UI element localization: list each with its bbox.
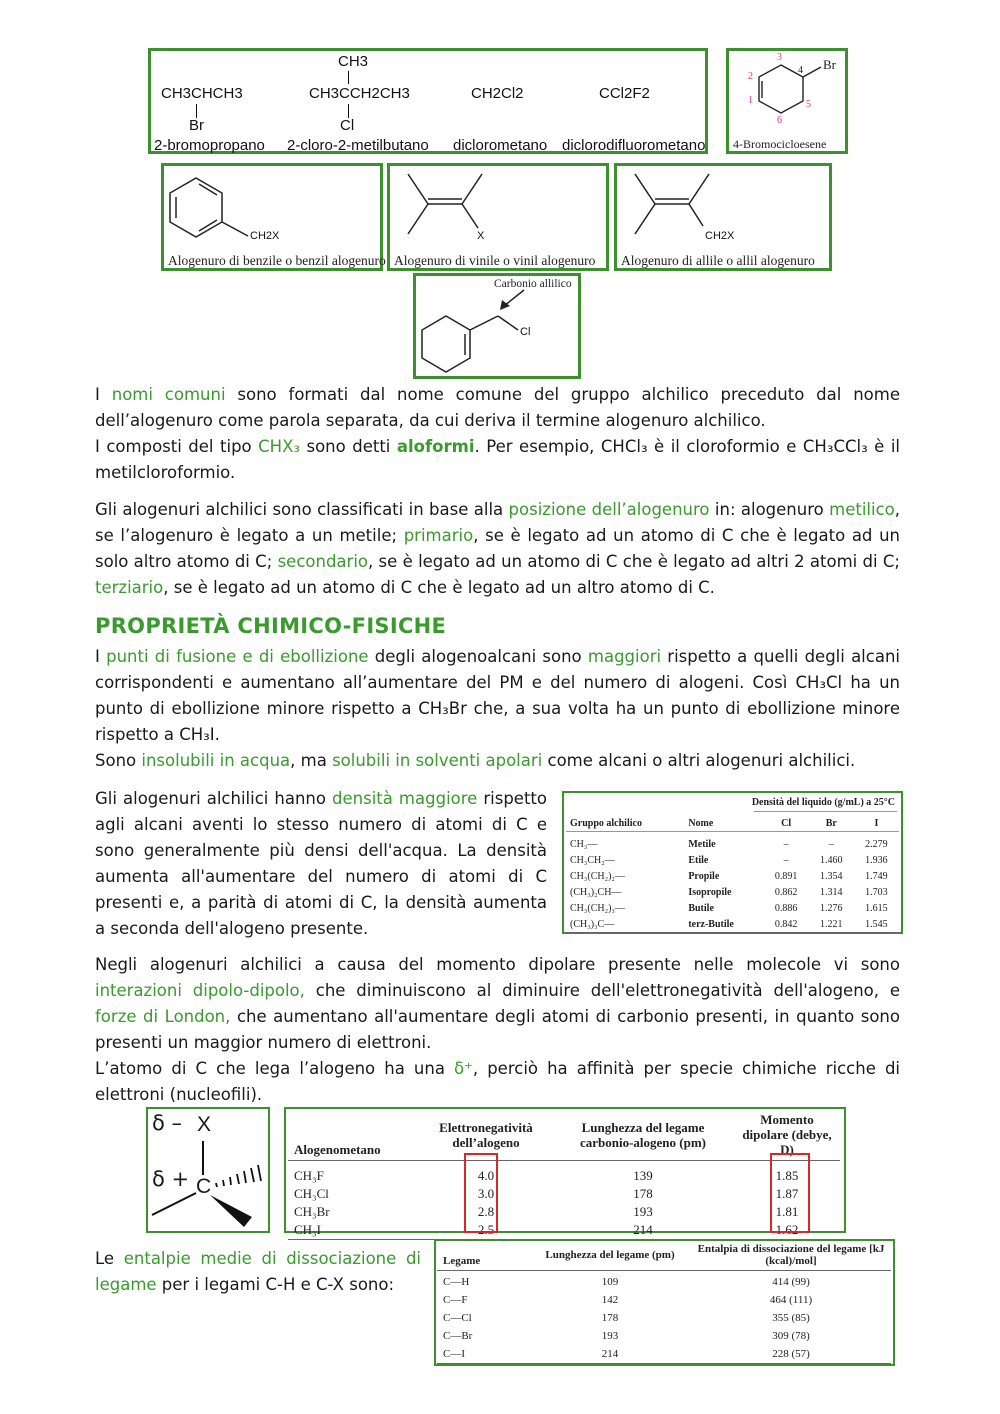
highlight-term: δ⁺ bbox=[454, 1059, 473, 1078]
table-cell: 1.314 bbox=[820, 886, 843, 898]
col-entalpia: Entalpia di dissociazione del legame [kJ (kcal)/mol] bbox=[697, 1243, 885, 1267]
table-cell: 3.0 bbox=[477, 1186, 495, 1201]
substituent-cl: Cl bbox=[340, 117, 355, 134]
vinyl-diagram bbox=[390, 166, 606, 246]
text-segment: che diminuiscono al diminuire dell'elettronegatività dell'alogeno, e bbox=[304, 981, 900, 1000]
col-legame: Legame bbox=[443, 1255, 481, 1267]
label-delta-minus: δ – bbox=[152, 1111, 183, 1135]
table-row bbox=[566, 852, 899, 868]
highlight-term: punti di fusione e di ebollizione bbox=[106, 647, 369, 666]
density-group-header: Densità del liquido (g/mL) a 25°C bbox=[751, 797, 895, 808]
label-c: C bbox=[196, 1175, 212, 1198]
structures-box-top bbox=[148, 48, 708, 154]
table-cell: Propile bbox=[688, 870, 720, 882]
col-momento: Momento dipolare (debye, D) bbox=[742, 1112, 832, 1157]
name-diclorodifluorometano: diclorodifluorometano bbox=[562, 137, 706, 154]
col-lunghezza-legame: Lunghezza del legame (pm) bbox=[545, 1249, 675, 1261]
atom-number-3: 3 bbox=[777, 52, 782, 63]
col-alogenometano: Alogenometano bbox=[294, 1142, 381, 1157]
table-cell: CH₃(CH₂)₃— bbox=[570, 902, 625, 914]
table-cell: CH₃CH₂— bbox=[570, 854, 615, 866]
text-segment: , se è legato ad un atomo di C che è legato ad un altro atomo di C. bbox=[163, 578, 715, 597]
highlight-term: solubili in solventi apolari bbox=[332, 751, 543, 770]
table-cell: 214 bbox=[601, 1348, 619, 1360]
table-cell: 0.886 bbox=[774, 902, 798, 914]
atom-number-2: 2 bbox=[748, 71, 753, 82]
enthalpy-table bbox=[437, 1243, 891, 1364]
text-segment: I bbox=[95, 385, 112, 404]
highlight-term: secondario bbox=[277, 552, 368, 571]
table-cell: CH₃(CH₂)₂— bbox=[570, 870, 625, 882]
table-row bbox=[288, 1185, 840, 1203]
text-segment: rispetto agli alcani aventi lo stesso numero di atomi di C e sono generalmente più densi dell'acqua. La densità aumenta all'aumentare del numero di atomi di C presenti e, a parità di atomi di C, la densità aumenta a seconda dell'alogeno presente. bbox=[95, 789, 547, 938]
table-cell: 309 (78) bbox=[772, 1330, 810, 1342]
text-segment: , se è legato ad un atomo di C che è legato ad altri 2 atomi di C; bbox=[368, 552, 900, 571]
table-cell: 2.5 bbox=[477, 1222, 495, 1237]
text-segment: Sono bbox=[95, 751, 142, 770]
name-4-bromocicloesene: 4-Bromocicloesene bbox=[733, 137, 827, 151]
col-cl: Cl bbox=[781, 817, 792, 829]
highlight-term: maggiori bbox=[587, 647, 662, 666]
bond-line bbox=[196, 104, 197, 118]
table-cell: 1.354 bbox=[820, 870, 843, 882]
caption-allyl: Alogenuro di allile o allil alogenuro bbox=[621, 253, 815, 268]
col-i: I bbox=[874, 817, 879, 829]
structure-box-vinyl bbox=[387, 163, 609, 271]
highlight-term: entalpie medie di dissociazione di legame bbox=[95, 1249, 421, 1294]
formula-diclorodifluorometano: CCl2F2 bbox=[599, 85, 650, 102]
table-cell: 228 (57) bbox=[772, 1348, 810, 1360]
table-row bbox=[437, 1309, 891, 1327]
table-cell: CH₃Br bbox=[294, 1204, 330, 1219]
table-cell: (CH₃)₂CH— bbox=[570, 886, 622, 898]
table-cell: CH₃F bbox=[294, 1168, 324, 1183]
table-cell: C—H bbox=[443, 1276, 470, 1288]
highlight-term: densità maggiore bbox=[332, 789, 478, 808]
table-row bbox=[437, 1273, 891, 1291]
table-cell: Isopropile bbox=[688, 886, 732, 898]
structure-box-bromocicloesene bbox=[726, 48, 848, 154]
table-cell: (CH₃)₃C— bbox=[570, 918, 615, 930]
group-ch2x: CH2X bbox=[250, 230, 280, 242]
formula-diclorometano: CH2Cl2 bbox=[471, 85, 524, 102]
dipole-figure bbox=[146, 1107, 270, 1233]
table-cell: 1.936 bbox=[865, 854, 888, 866]
table-cell: 1.749 bbox=[865, 870, 888, 882]
enthalpy-table-frame bbox=[434, 1239, 895, 1366]
text-segment: , se l’alogenuro è legato a un metile; bbox=[95, 500, 900, 545]
table-row bbox=[566, 868, 899, 884]
atom-number-6: 6 bbox=[777, 115, 782, 126]
table-cell: 2.279 bbox=[865, 838, 888, 850]
table-cell: CH₃I bbox=[294, 1222, 321, 1237]
caption-vinyl: Alogenuro di vinile o vinil alogenuro bbox=[394, 253, 596, 268]
structure-box-benzyl bbox=[161, 163, 386, 271]
col-gruppo: Gruppo alchilico bbox=[570, 817, 642, 829]
table-cell: 1.703 bbox=[865, 886, 888, 898]
name-diclorometano: diclorometano bbox=[453, 137, 548, 154]
highlight-term: terziario bbox=[95, 578, 164, 597]
text-segment: degli alogenoalcani sono bbox=[368, 647, 588, 666]
allylic-carbon-diagram bbox=[416, 276, 578, 376]
text-segment: , se è legato ad un atomo di C che è legato ad un solo altro atomo di C; bbox=[95, 526, 900, 571]
group-cl: Cl bbox=[520, 326, 531, 338]
highlight-term: primario bbox=[403, 526, 474, 545]
formula-2-bromopropano: CH3CHCH3 bbox=[161, 85, 243, 102]
table-cell: 178 bbox=[633, 1186, 653, 1201]
table-cell: 109 bbox=[601, 1276, 619, 1288]
table-cell: 414 (99) bbox=[772, 1276, 810, 1288]
paragraph-nomi-comuni bbox=[95, 382, 900, 434]
highlight-term: insolubili in acqua bbox=[141, 751, 291, 770]
table-cell: – bbox=[783, 854, 789, 866]
table-cell: 0.862 bbox=[774, 886, 798, 898]
formula-2-cloro-2-metilbutano: CH3CCH2CH3 bbox=[309, 85, 410, 102]
paragraph-interazioni bbox=[95, 952, 900, 1056]
table-row bbox=[566, 884, 899, 900]
highlight-dipole-moment bbox=[770, 1153, 810, 1233]
substituent-br: Br bbox=[189, 117, 204, 134]
density-table-body bbox=[566, 836, 899, 933]
table-cell: Butile bbox=[688, 902, 714, 914]
table-cell: 193 bbox=[601, 1330, 619, 1342]
substituent-br: Br bbox=[823, 57, 836, 72]
text-segment: in: alogenuro bbox=[709, 500, 830, 519]
text-segment: rispetto a quelli degli alcani corrispondenti e aumentano all’aumentare del PM e del numero di alogeni. Così CH₃Cl ha un punto di ebollizione minore rispetto a CH₃Br che, a sua volta ha un punto di ebollizione minore rispetto a CH₃I. bbox=[95, 647, 900, 744]
text-segment: Gli alogenuri alchilici hanno bbox=[95, 789, 333, 808]
text-segment: I composti del tipo bbox=[95, 437, 259, 456]
table-cell: 139 bbox=[633, 1168, 653, 1183]
structure-box-allyl bbox=[614, 163, 832, 271]
atom-number-4: 4 bbox=[798, 65, 803, 76]
atom-number-1: 1 bbox=[748, 95, 753, 106]
bond-line bbox=[348, 71, 349, 84]
table-cell: 1.545 bbox=[865, 918, 888, 930]
highlight-term: CHX₃ bbox=[258, 437, 300, 456]
highlight-term: interazioni dipolo-dipolo, bbox=[95, 981, 305, 1000]
table-cell: 178 bbox=[601, 1312, 619, 1324]
name-2-cloro-2-metilbutano: 2-cloro-2-metilbutano bbox=[287, 137, 429, 154]
highlight-term: forze di London, bbox=[95, 1007, 231, 1026]
table-cell: 193 bbox=[633, 1204, 653, 1219]
text-segment: che aumentano all'aumentare degli atomi di carbonio presenti, in quanto sono presenti un maggior numero di elettroni. bbox=[95, 1007, 900, 1052]
enthalpy-table-body bbox=[437, 1273, 891, 1364]
structure-box-allylic-carbon bbox=[413, 273, 581, 379]
halomethane-table-body bbox=[288, 1167, 840, 1240]
text-segment: per i legami C-H e C-X sono: bbox=[156, 1275, 395, 1294]
col-elettronegativita: Elettronegatività dell’alogeno bbox=[439, 1119, 533, 1150]
text-segment: L’atomo di C che lega l’alogeno ha una bbox=[95, 1059, 455, 1078]
table-cell: 1.615 bbox=[865, 902, 888, 914]
table-cell: 1.221 bbox=[820, 918, 843, 930]
table-row bbox=[566, 836, 899, 852]
substituent-ch3-top: CH3 bbox=[338, 53, 369, 70]
table-cell: Metile bbox=[688, 838, 716, 850]
label-delta-plus: δ + bbox=[152, 1167, 190, 1191]
highlight-term: metilico bbox=[829, 500, 895, 519]
halomethane-table-frame bbox=[284, 1107, 846, 1237]
label-carbonio-allilico: Carbonio allilico bbox=[494, 278, 572, 290]
label-x: X bbox=[197, 1113, 212, 1136]
col-lunghezza: Lunghezza del legame carbonio-alogeno (pm) bbox=[579, 1119, 707, 1150]
text-segment: . Per esempio, CHCl₃ è il cloroformio e CH₃CCl₃ è il metilcloroformio. bbox=[95, 437, 900, 482]
text-segment: , perciò ha affinità per specie chimiche ricche di elettroni (nucleofili). bbox=[95, 1059, 901, 1104]
group-x: X bbox=[477, 230, 485, 242]
paragraph-delta-plus bbox=[95, 1056, 900, 1108]
tetrahedral-bonds-diagram bbox=[148, 1109, 268, 1231]
table-cell: 1.85 bbox=[775, 1168, 799, 1183]
table-cell: C—Br bbox=[443, 1330, 473, 1342]
table-cell: 464 (111) bbox=[769, 1294, 813, 1306]
table-cell: 142 bbox=[601, 1294, 619, 1306]
table-cell: terz-Butile bbox=[688, 918, 734, 930]
text-segment: come alcani o altri alogenuri alchilici. bbox=[542, 751, 856, 770]
table-row bbox=[566, 916, 899, 933]
text-segment: sono formati dal nome comune del gruppo alchilico preceduto dal nome dell’alogenuro come parola separata, da cui deriva il termine alogenuro alchilico. bbox=[95, 385, 900, 430]
table-cell: 4.0 bbox=[477, 1168, 495, 1183]
highlight-term: aloformi bbox=[396, 437, 475, 456]
paragraph-punti-fusione bbox=[95, 644, 900, 748]
table-cell: 1.87 bbox=[775, 1186, 799, 1201]
table-row bbox=[437, 1327, 891, 1345]
table-cell: – bbox=[828, 838, 834, 850]
text-segment: I bbox=[95, 647, 107, 666]
section-heading: PROPRIETÀ CHIMICO-FISICHE bbox=[95, 614, 447, 638]
bond-line bbox=[348, 104, 349, 118]
density-table-frame bbox=[562, 791, 903, 934]
table-cell: 214 bbox=[633, 1222, 653, 1237]
density-table bbox=[566, 815, 899, 933]
highlight-electronegativity bbox=[464, 1153, 498, 1233]
highlight-term: nomi comuni bbox=[111, 385, 226, 404]
text-segment: Negli alogenuri alchilici a causa del momento dipolare presente nelle molecole vi sono bbox=[95, 955, 900, 974]
paragraph-aloformi bbox=[95, 434, 900, 486]
paragraph-solubilita bbox=[95, 748, 900, 774]
text-segment: , ma bbox=[290, 751, 333, 770]
table-cell: C—Cl bbox=[443, 1312, 472, 1324]
paragraph-densita bbox=[95, 786, 547, 942]
table-cell: 1.460 bbox=[820, 854, 843, 866]
table-cell: 1.62 bbox=[775, 1222, 799, 1237]
col-br: Br bbox=[825, 817, 837, 829]
paragraph-entalpie bbox=[95, 1246, 421, 1298]
table-row bbox=[437, 1291, 891, 1309]
table-cell: 0.891 bbox=[774, 870, 798, 882]
text-segment: Gli alogenuri alchilici sono classificati in base alla bbox=[95, 500, 509, 519]
highlight-term: posizione dell’alogenuro bbox=[508, 500, 710, 519]
table-cell: 0.842 bbox=[774, 918, 798, 930]
table-row bbox=[288, 1167, 840, 1185]
table-cell: 1.276 bbox=[820, 902, 843, 914]
table-cell: – bbox=[783, 838, 789, 850]
table-cell: CH₃Cl bbox=[294, 1186, 329, 1201]
table-row bbox=[566, 900, 899, 916]
table-cell: 355 (85) bbox=[772, 1312, 810, 1324]
table-row bbox=[437, 1345, 891, 1364]
table-cell: C—I bbox=[443, 1348, 465, 1360]
text-segment: Le bbox=[95, 1249, 124, 1268]
table-cell: C—F bbox=[443, 1294, 468, 1306]
name-2-bromopropano: 2-bromopropano bbox=[154, 137, 265, 154]
table-cell: 2.8 bbox=[477, 1204, 495, 1219]
halomethane-table bbox=[288, 1112, 840, 1240]
group-ch2x: CH2X bbox=[705, 230, 735, 242]
col-nome: Nome bbox=[688, 817, 714, 829]
table-cell: CH₃— bbox=[570, 838, 598, 850]
text-segment: sono detti bbox=[300, 437, 397, 456]
divider bbox=[754, 811, 897, 812]
table-cell: 1.81 bbox=[775, 1204, 799, 1219]
paragraph-classificazione bbox=[95, 497, 900, 601]
atom-number-5: 5 bbox=[806, 99, 811, 110]
caption-benzyl: Alogenuro di benzile o benzil alogenuro bbox=[168, 253, 386, 268]
table-cell: Etile bbox=[688, 854, 709, 866]
table-row bbox=[288, 1203, 840, 1221]
table-row bbox=[288, 1221, 840, 1240]
